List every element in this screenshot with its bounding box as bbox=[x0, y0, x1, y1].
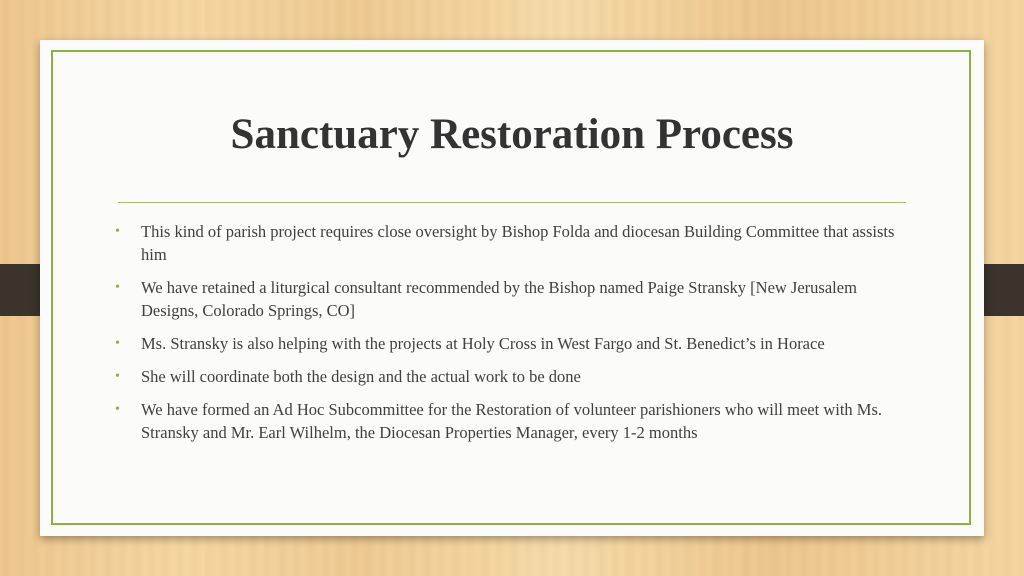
bullet-text: Ms. Stransky is also helping with the projects at Holy Cross in West Fargo and St. Benedict’s in Horace bbox=[141, 334, 825, 353]
bullet-text: She will coordinate both the design and the actual work to be done bbox=[141, 367, 581, 386]
bullet-item bbox=[113, 332, 913, 355]
bullet-icon: • bbox=[115, 224, 120, 239]
slide-title: Sanctuary Restoration Process bbox=[230, 111, 794, 158]
bullet-icon: • bbox=[115, 369, 120, 384]
bullet-text: This kind of parish project requires close oversight by Bishop Folda and diocesan Building Committee that assists him bbox=[141, 222, 895, 264]
bullet-item bbox=[113, 276, 913, 322]
title-divider bbox=[118, 202, 906, 203]
bullet-text: We have retained a liturgical consultant recommended by the Bishop named Paige Stransky [New Jerusalem Designs, Colorado Springs, CO] bbox=[141, 278, 857, 320]
bullet-item bbox=[113, 220, 913, 266]
bullet-item bbox=[113, 398, 913, 444]
bullet-list bbox=[113, 220, 913, 454]
bullet-icon: • bbox=[115, 402, 120, 417]
bullet-text: We have formed an Ad Hoc Subcommittee for the Restoration of volunteer parishioners who will meet with Ms. Stransky and Mr. Earl Wilhelm, the Diocesan Properties Manager, every 1-2 months bbox=[141, 400, 883, 442]
slide-card bbox=[40, 40, 984, 536]
bullet-icon: • bbox=[115, 280, 120, 295]
bullet-icon: • bbox=[115, 336, 120, 351]
bullet-item bbox=[113, 365, 913, 388]
